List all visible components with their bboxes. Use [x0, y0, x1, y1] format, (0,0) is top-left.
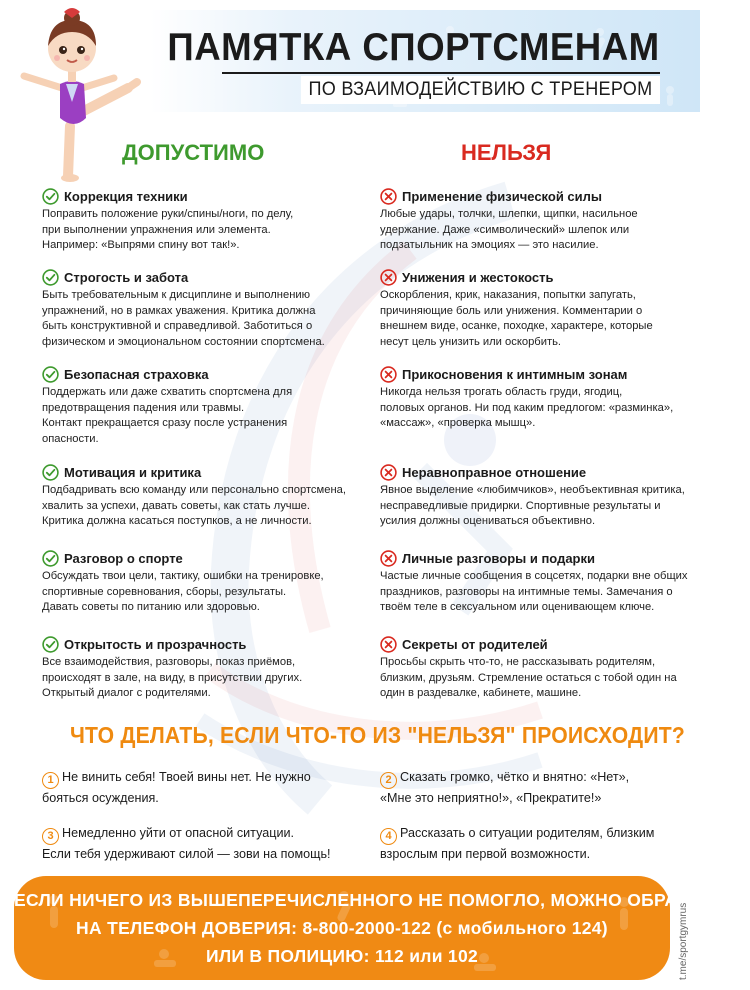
allowed-item-title: Открытость и прозрачность	[64, 636, 247, 652]
forbidden-item-title: Прикосновения к интимным зонам	[402, 366, 628, 382]
allowed-item	[42, 548, 354, 616]
forbidden-heading: НЕЛЬЗЯ	[461, 140, 552, 165]
check-circle-icon	[42, 188, 59, 205]
allowed-item-title: Мотивация и критика	[64, 464, 202, 480]
check-circle-icon	[42, 464, 59, 481]
forbidden-item	[380, 186, 692, 254]
allowed-item-text: Все взаимодействия, разговоры, показ приёмов, происходят в зале, на виду, в присутствии других. Открытый диалог с родителями.	[42, 656, 303, 700]
allowed-item-title: Безопасная страховка	[64, 366, 209, 382]
footer-line-3: ИЛИ В ПОЛИЦИЮ: 112 или 102	[205, 946, 479, 966]
step-number-badge: 3	[42, 828, 59, 845]
step-2: 2 Сказать громко, чётко и внятно: «Нет», «Мне это неприятно!», «Прекратите!»	[380, 770, 630, 805]
allowed-item-text: Подбадривать всю команду или персонально спортсмена, хвалить за успехи, давать советы, как стать лучше. Критика должна касаться поступков, а не личности.	[42, 484, 346, 528]
allowed-item	[42, 634, 354, 702]
allowed-heading: ДОПУСТИМО	[122, 140, 265, 165]
cross-circle-icon	[380, 464, 397, 481]
allowed-item	[42, 462, 354, 530]
check-circle-icon	[42, 269, 59, 286]
forbidden-item-title: Применение физической силы	[402, 188, 603, 204]
forbidden-item	[380, 462, 692, 530]
step-1: 1 Не винить себя! Твоей вины нет. Не нужно бояться осуждения.	[42, 770, 311, 805]
forbidden-item-text: Никогда нельзя трогать область груди, ягодиц, половых органов. Ни под каким предлогом: «разминка», «массаж», «проверка мышц».	[380, 386, 674, 430]
footer-line-1: ЕСЛИ НИЧЕГО ИЗ ВЫШЕПЕРЕЧИСЛЕННОГО НЕ ПОМОГЛО, МОЖНО ОБРАТИТЬСЯ	[14, 890, 750, 910]
forbidden-item-text: Частые личные сообщения в соцсетях, подарки вне общих праздников, разговоры на интимные темы. Замечания о твоём теле в сексуальном или оценивающем ключе.	[380, 570, 688, 614]
allowed-item	[42, 186, 354, 254]
cross-circle-icon	[380, 269, 397, 286]
forbidden-item-text: Оскорбления, крик, наказания, попытки запугать, причиняющие боль или унижения. Комментарии о внешнем виде, осанке, походке, характере, которые несут цель унизить или оскорбить.	[380, 289, 653, 348]
title-divider	[222, 72, 660, 74]
header	[0, 0, 700, 120]
page-title: ПАМЯТКА СПОРТСМЕНАМ	[167, 26, 660, 69]
page-subtitle: ПО ВЗАИМОДЕЙСТВИЮ С ТРЕНЕРОМ	[301, 76, 660, 104]
footer-line-2: НА ТЕЛЕФОН ДОВЕРИЯ: 8-800-2000-122 (с мобильного 124)	[76, 918, 608, 938]
check-circle-icon	[42, 366, 59, 383]
step-number-badge: 2	[380, 772, 397, 789]
allowed-item-text: Быть требовательным к дисциплине и выполнению упражнений, но в рамках уважения. Критика должна быть конструктивной и справедливой. Заботиться о физическом и эмоциональном состоянии спортсмена.	[42, 289, 325, 348]
forbidden-item-text: Просьбы скрыть что-то, не рассказывать родителям, близким, друзьям. Стремление остаться с тобой один на один в раздевалке, кабинете, машине.	[380, 656, 677, 700]
forbidden-item-title: Унижения и жестокость	[402, 269, 554, 285]
allowed-item-title: Разговор о спорте	[64, 550, 183, 566]
forbidden-item-title: Неравноправное отношение	[402, 464, 587, 480]
forbidden-item	[380, 548, 692, 616]
check-circle-icon	[42, 636, 59, 653]
allowed-item-text: Поправить положение руки/спины/ноги, по делу, при выполнении упражнения или элемента. Например: «Выпрями спину вот так!».	[42, 208, 294, 252]
allowed-item	[42, 364, 354, 447]
forbidden-item-text: Явное выделение «любимчиков», необъективная критика, несправедливые придирки. Спортивные результаты и усилия должны оцениваться объективно.	[380, 484, 685, 528]
cross-circle-icon	[380, 188, 397, 205]
forbidden-item	[380, 267, 692, 350]
forbidden-item-text: Любые удары, толчки, шлепки, щипки, насильное удержание. Даже «символический» шлепок или подзатыльник на эмоциях — это насилие.	[380, 208, 638, 252]
cross-circle-icon	[380, 636, 397, 653]
source-credit: t.me/sportgymrus	[678, 902, 689, 980]
cross-circle-icon	[380, 550, 397, 567]
gymnast-girl-illustration	[10, 6, 140, 186]
allowed-item-text: Обсуждать твои цели, тактику, ошибки на тренировке, спортивные соревнования, сборы, результаты. Давать советы по питанию или здоровью.	[42, 570, 324, 614]
allowed-item	[42, 267, 354, 350]
cross-circle-icon	[380, 366, 397, 383]
forbidden-item	[380, 364, 692, 432]
allowed-item-title: Строгость и забота	[64, 269, 189, 285]
step-number-badge: 1	[42, 772, 59, 789]
step-3: 3 Немедленно уйти от опасной ситуации. Если тебя удерживают силой — зови на помощь!	[42, 826, 331, 861]
forbidden-item-title: Личные разговоры и подарки	[402, 550, 595, 566]
allowed-item-title: Коррекция техники	[64, 188, 188, 204]
step-4: 4 Рассказать о ситуации родителям, близким взрослым при первой возможности.	[380, 826, 655, 861]
step-number-badge: 4	[380, 828, 397, 845]
check-circle-icon	[42, 550, 59, 567]
forbidden-item	[380, 634, 692, 702]
forbidden-item-title: Секреты от родителей	[402, 636, 548, 652]
allowed-item-text: Поддержать или даже схватить спортсмена для предотвращения падения или травмы. Контакт прекращается сразу после устранения опасности.	[42, 386, 293, 445]
what-to-do-heading: ЧТО ДЕЛАТЬ, ЕСЛИ ЧТО-ТО ИЗ "НЕЛЬЗЯ" ПРОИСХОДИТ?	[70, 722, 685, 748]
